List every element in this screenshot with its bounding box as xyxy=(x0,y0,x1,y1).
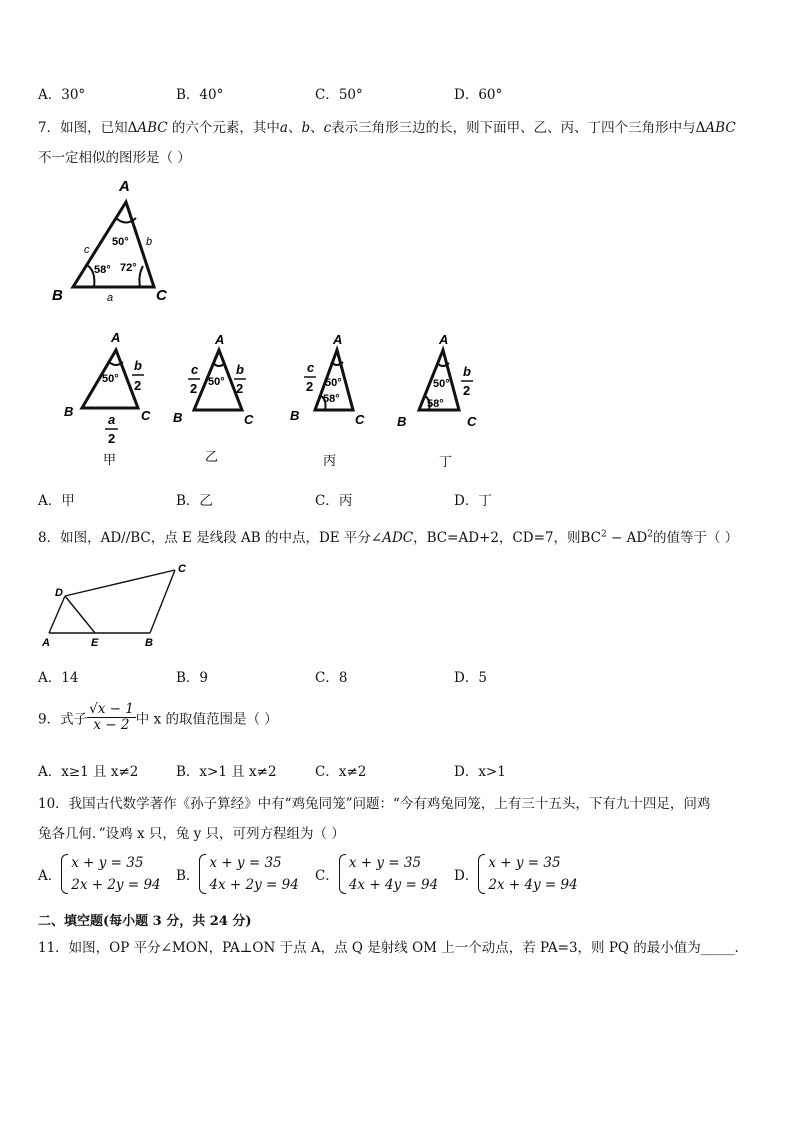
svg-text:58°: 58° xyxy=(427,398,444,410)
q7-main-side-c: c xyxy=(84,244,90,256)
q7-label-jia: 甲 xyxy=(103,452,117,467)
q9-fraction: $\frac{√x - 1}{x - 2}$ xyxy=(89,701,134,733)
q9-option-b: B．x>1 且 x≠2 xyxy=(176,764,277,780)
svg-text:A: A xyxy=(333,332,343,347)
q7-triangle-ding xyxy=(395,330,495,470)
q11-question: 11．如图，OP 平分∠MON，PA⊥ON 于点 A，点 Q 是射线 OM 上一个动点，若 PA=3，则 PQ 的最小值为_____. xyxy=(38,940,739,956)
q10-question-line2: 兔各几何．”设鸡 x 只，兔 y 只，可列方程组为（ ） xyxy=(38,826,345,842)
svg-text:A: A xyxy=(215,332,225,347)
svg-text:2: 2 xyxy=(463,383,471,398)
svg-text:A: A xyxy=(42,637,50,649)
q7-main-angle-a: 50° xyxy=(112,236,129,248)
svg-text:B: B xyxy=(145,637,153,649)
q7-label-yi: 乙 xyxy=(205,449,219,464)
q7-main-angle-c: 72° xyxy=(120,262,137,274)
svg-text:b: b xyxy=(463,364,471,379)
q9-option-d: D．x>1 xyxy=(454,764,506,780)
q8-option-a: A．14 xyxy=(38,670,79,686)
q10-option-d: D． x + y = 35 2x + 4y = 94 xyxy=(454,852,578,896)
q9-option-c: C．x≠2 xyxy=(315,764,367,780)
svg-text:A: A xyxy=(439,332,449,347)
q7-main-angle-b: 58° xyxy=(94,264,111,276)
svg-text:C: C xyxy=(178,563,186,575)
svg-text:B: B xyxy=(290,408,300,423)
svg-text:c: c xyxy=(307,360,315,375)
svg-text:b: b xyxy=(236,362,244,377)
q7-option-a: A．甲 xyxy=(38,493,75,509)
svg-text:C: C xyxy=(355,412,365,427)
q8-option-c: C．8 xyxy=(315,670,348,686)
q10-option-c: C． x + y = 35 4x + 4y = 94 xyxy=(315,852,438,896)
q7-main-vertex-b: B xyxy=(52,287,63,304)
svg-text:50°: 50° xyxy=(102,373,119,385)
q7-main-vertex-c: C xyxy=(156,287,167,304)
q10-option-a: A． x + y = 35 2x + 2y = 94 xyxy=(38,852,161,896)
q7-option-c: C．丙 xyxy=(315,493,353,509)
svg-text:C: C xyxy=(244,412,254,427)
svg-text:50°: 50° xyxy=(433,378,450,390)
svg-text:2: 2 xyxy=(306,379,314,394)
q7-main-side-b: b xyxy=(146,236,153,248)
q10-question-line1: 10．我国古代数学著作《孙子算经》中有“鸡兔同笼”问题：“今有鸡兔同笼，上有三十五头，下有九十四足，问鸡 xyxy=(38,796,711,812)
svg-text:2: 2 xyxy=(236,381,244,396)
q9-option-a: A．x≥1 且 x≠2 xyxy=(38,764,139,780)
svg-text:a: a xyxy=(108,412,116,427)
q7-triangle-jia xyxy=(58,328,168,468)
q7-main-vertex-a: A xyxy=(119,178,130,195)
svg-text:B: B xyxy=(397,414,407,429)
q6-option-a: A．30° xyxy=(38,87,86,103)
q7-label-bing: 丙 xyxy=(323,453,337,468)
svg-text:C: C xyxy=(141,408,151,423)
svg-text:E: E xyxy=(91,637,99,649)
q6-option-c: C．50° xyxy=(315,87,363,103)
q6-option-b: B．40° xyxy=(176,87,224,103)
q7-option-b: B．乙 xyxy=(176,493,213,509)
q9-question: 9．式子 $\frac{√x - 1}{x - 2}$ 中 x 的取值范围是（ ） xyxy=(38,701,278,733)
svg-text:B: B xyxy=(64,404,74,419)
q7-main-triangle-figure xyxy=(40,175,180,310)
svg-text:2: 2 xyxy=(108,431,116,446)
svg-text:58°: 58° xyxy=(323,393,340,405)
q7-triangle-yi xyxy=(170,330,260,470)
q6-option-d: D．60° xyxy=(454,87,503,103)
q7-main-side-a: a xyxy=(107,292,114,304)
svg-text:50°: 50° xyxy=(208,376,225,388)
svg-text:b: b xyxy=(134,358,142,373)
q7-question-line1: 7．如图，已知ΔABC 的六个元素，其中a、b、c表示三角形三边的长，则下面甲、乙、丙、丁四个三角形中与ΔABC xyxy=(38,120,736,136)
svg-text:2: 2 xyxy=(134,378,142,393)
section-title-fill-in: 二、填空题(每小题 3 分，共 24 分) xyxy=(38,914,252,929)
q7-triangle-bing xyxy=(285,330,380,470)
q8-option-d: D．5 xyxy=(454,670,487,686)
svg-text:c: c xyxy=(191,362,199,377)
q8-option-b: B．9 xyxy=(176,670,209,686)
svg-text:B: B xyxy=(173,410,183,425)
svg-text:C: C xyxy=(467,414,477,429)
q10-option-b: B． x + y = 35 4x + 2y = 94 xyxy=(176,852,299,896)
q7-label-ding: 丁 xyxy=(439,454,453,469)
svg-text:A: A xyxy=(111,330,121,345)
svg-text:50°: 50° xyxy=(325,377,342,389)
svg-text:D: D xyxy=(55,587,63,599)
svg-text:2: 2 xyxy=(190,381,198,396)
q7-question-line2: 不一定相似的图形是（ ） xyxy=(38,150,191,166)
q7-option-d: D．丁 xyxy=(454,493,492,509)
q8-question: 8．如图，AD//BC，点 E 是线段 AB 的中点，DE 平分∠ADC，BC=AD+2，CD=7，则$BC^2 - AD^2$的值等于（ ） xyxy=(38,529,739,546)
q8-figure xyxy=(38,560,198,652)
